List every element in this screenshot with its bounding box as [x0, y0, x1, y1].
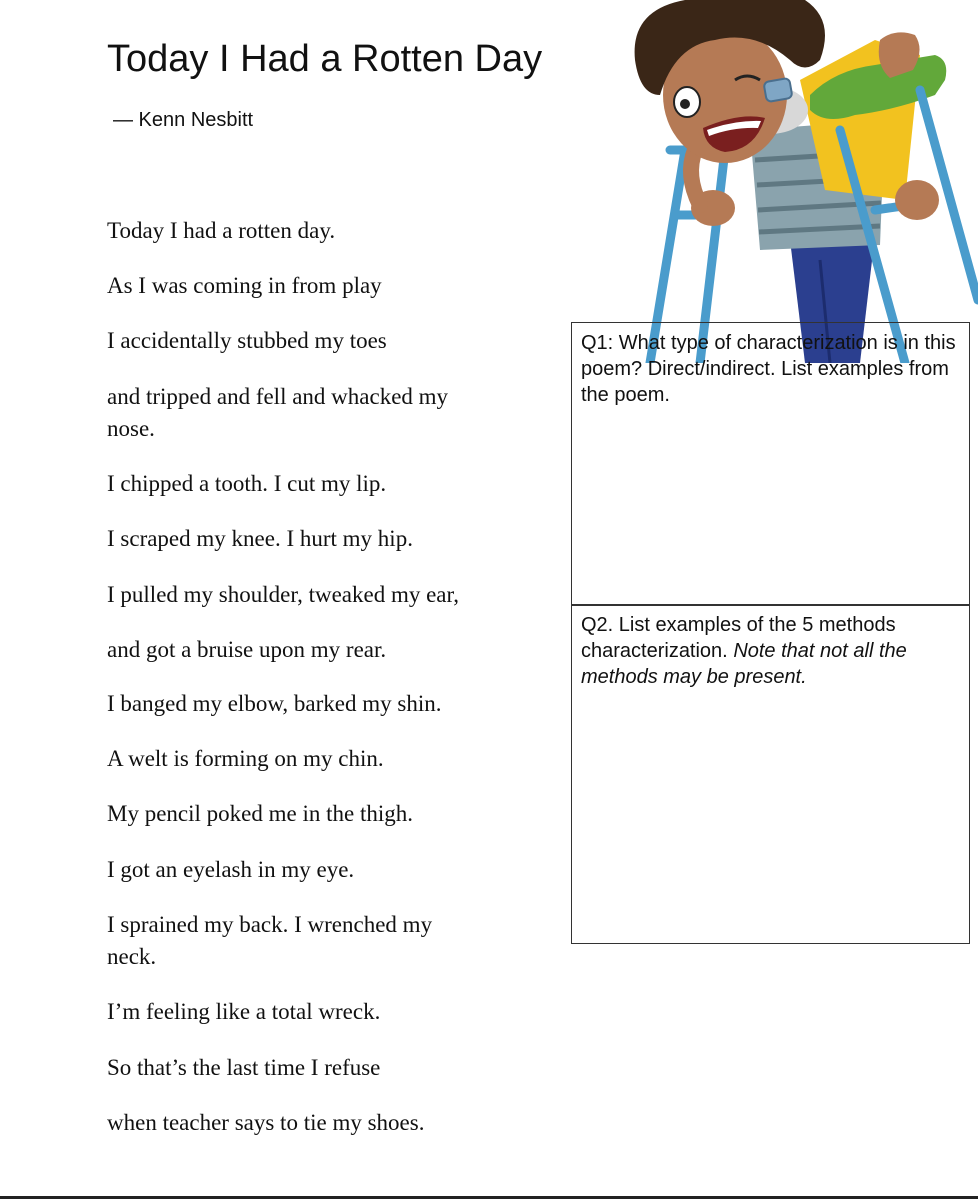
- poem-line: and tripped and fell and whacked my nose.: [107, 384, 449, 441]
- question-2-text: Q2. List examples of the 5 methods characterization.: [581, 614, 896, 662]
- bottom-divider: [0, 1196, 978, 1199]
- poem-line: My pencil poked me in the thigh.: [107, 801, 413, 826]
- poem-line: A welt is forming on my chin.: [107, 746, 384, 771]
- question-1-box: [571, 322, 970, 606]
- poem-line: and got a bruise upon my rear.: [107, 637, 387, 662]
- poem-author: — Kenn Nesbitt: [113, 109, 254, 131]
- poem-line: I sprained my back. I wrenched my neck.: [107, 912, 433, 969]
- poem-line: As I was coming in from play: [107, 273, 382, 298]
- question-2-box: [571, 604, 970, 944]
- poem-line: So that’s the last time I refuse: [107, 1055, 381, 1080]
- poem-line: I scraped my knee. I hurt my hip.: [107, 526, 413, 551]
- poem-line: I accidentally stubbed my toes: [107, 328, 387, 353]
- poem-title: Today I Had a Rotten Day: [107, 38, 543, 80]
- poem-line: I chipped a tooth. I cut my lip.: [107, 471, 387, 496]
- poem-line: I got an eyelash in my eye.: [107, 857, 355, 882]
- poem-line: Today I had a rotten day.: [107, 218, 336, 243]
- poem-line: I banged my elbow, barked my shin.: [107, 691, 442, 716]
- poem-line: when teacher says to tie my shoes.: [107, 1110, 425, 1135]
- poem-line: I pulled my shoulder, tweaked my ear,: [107, 582, 459, 607]
- question-1-text: Q1: What type of characterization is in this poem? Direct/indirect. List examples from the poem.: [581, 332, 956, 406]
- injured-boy-with-crutches-illustration: [575, 0, 978, 363]
- question-2-note: Note that not all the methods may be present.: [581, 640, 907, 688]
- poem-line: I’m feeling like a total wreck.: [107, 999, 381, 1024]
